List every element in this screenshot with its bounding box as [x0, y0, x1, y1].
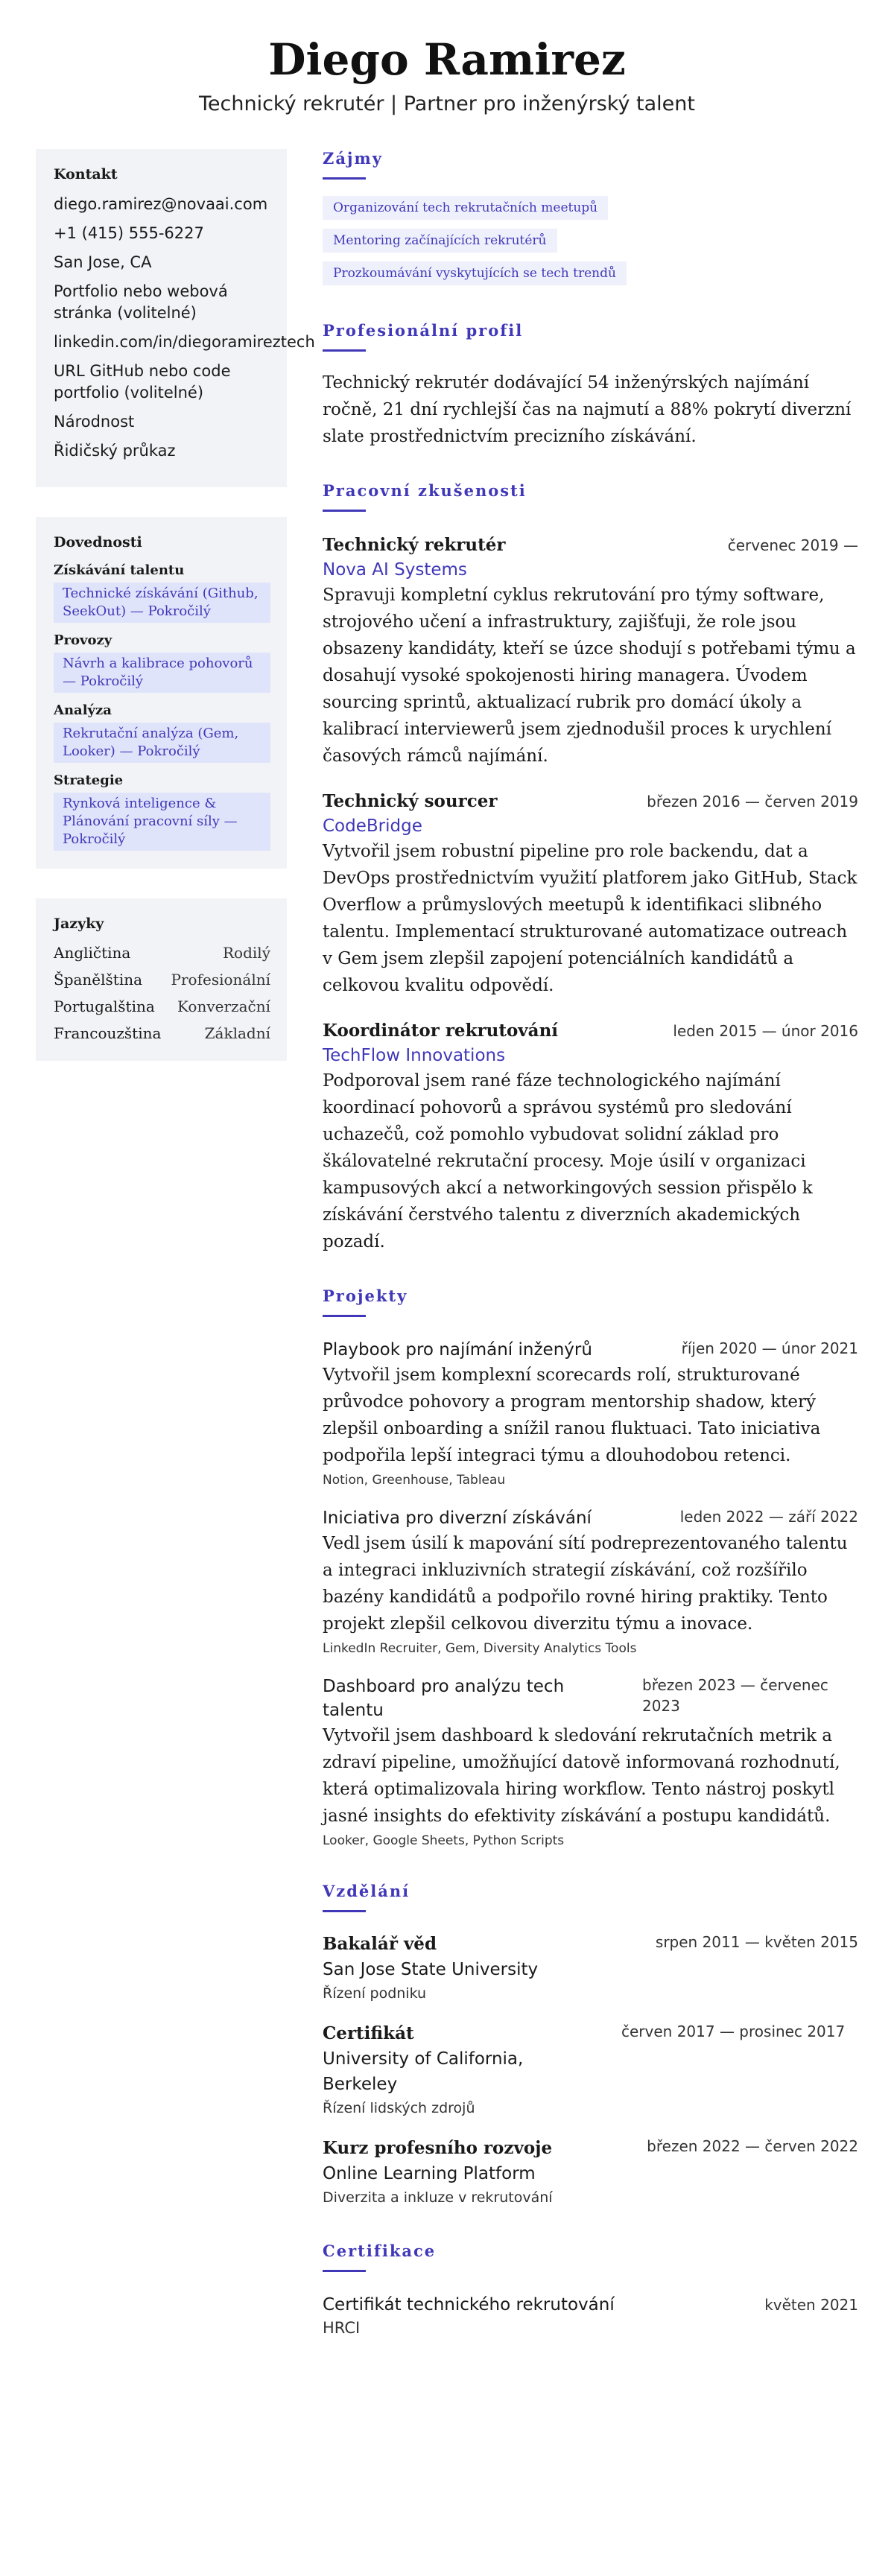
section-divider	[323, 2270, 366, 2272]
language-row	[54, 997, 270, 1016]
experience-entry	[323, 533, 858, 770]
project-tools: LinkedIn Recruiter, Gem, Diversity Analytics Tools	[323, 1641, 637, 1656]
resume-header	[0, 0, 894, 149]
language-level: Profesionální	[171, 971, 270, 989]
profile-section	[323, 321, 858, 450]
job-title: Technický sourcer	[323, 791, 498, 811]
section-divider	[323, 349, 366, 352]
education-institution: Online Learning Platform	[323, 2164, 536, 2183]
interests-title: Zájmy	[323, 149, 383, 168]
language-name: Francouzština	[54, 1024, 162, 1042]
education-institution: University of California, Berkeley	[323, 2049, 524, 2094]
interest-chip: Prozkoumávání vyskytujících se tech trendů	[323, 261, 627, 285]
project-title: Dashboard pro analýzu tech talentu	[323, 1677, 565, 1720]
project-entry	[323, 1675, 858, 1850]
job-company: TechFlow Innovations	[323, 1046, 506, 1065]
interest-chip: Mentoring začínajících rekrutérů	[323, 229, 557, 253]
skill-category: Analýza	[54, 702, 112, 718]
contact-location: San Jose, CA	[54, 253, 152, 271]
contact-title: Kontakt	[54, 166, 118, 183]
skill-chip: Návrh a kalibrace pohovorů — Pokročilý	[54, 653, 270, 693]
skills-title: Dovednosti	[54, 534, 142, 551]
certifications-title: Certifikace	[323, 2242, 437, 2260]
project-date: leden 2022 — září 2022	[679, 1508, 858, 1526]
candidate-name: Diego Ramirez	[268, 34, 626, 85]
project-description: Vytvořil jsem komplexní scorecards rolí, strukturované průvodce pohovory a program mentorship shadow, který zlepšil onboarding a snížil ranou fluktuaci. Tato iniciativa podpořila lepší integraci týmu a dlouhodobou retenci.	[323, 1365, 821, 1465]
education-date: červen 2017 — prosinec 2017	[621, 2023, 846, 2040]
contact-portfolio[interactable]: Portfolio nebo webová stránka (volitelné)	[54, 282, 228, 322]
language-name: Angličtina	[54, 944, 131, 962]
contact-phone[interactable]: +1 (415) 555-6227	[54, 224, 204, 242]
education-field: Řízení podniku	[323, 1985, 427, 2002]
language-level: Konverzační	[177, 997, 270, 1015]
education-field: Řízení lidských zdrojů	[323, 2100, 475, 2116]
skills-section	[36, 517, 287, 869]
skill-category: Strategie	[54, 773, 124, 788]
project-date: březen 2023 — červenec 2023	[642, 1676, 828, 1715]
interest-chip: Organizování tech rekrutačních meetupů	[323, 196, 608, 220]
projects-section	[323, 1287, 858, 1850]
experience-entry	[323, 1018, 858, 1255]
main-content	[323, 149, 858, 2339]
project-title: Iniciativa pro diverzní získávání	[323, 1509, 592, 1528]
certifications-section	[323, 2242, 858, 2339]
job-date: červenec 2019 —	[727, 536, 858, 554]
section-divider	[323, 1315, 366, 1317]
project-entry	[323, 1506, 858, 1658]
languages-section	[36, 898, 287, 1061]
education-entry	[323, 2136, 858, 2209]
skill-category: Získávání talentu	[54, 562, 185, 578]
education-field: Diverzita a inkluze v rekrutování	[323, 2189, 553, 2206]
certification-issuer: HRCI	[323, 2319, 361, 2337]
contact-email[interactable]: diego.ramirez@novaai.com	[54, 195, 268, 213]
language-row	[54, 943, 270, 962]
project-date: říjen 2020 — únor 2021	[681, 1339, 858, 1357]
contact-driving-license: Řidičský průkaz	[54, 442, 176, 460]
certification-entry	[323, 2293, 858, 2339]
sidebar	[36, 149, 315, 1091]
certification-date: květen 2021	[764, 2296, 858, 2314]
skill-chip: Rekrutační analýza (Gem, Looker) — Pokročilý	[54, 723, 270, 763]
education-degree: Bakalář věd	[323, 1934, 437, 1954]
skill-chip: Technické získávání (Github, SeekOut) — Pokročilý	[54, 583, 270, 623]
contact-nationality: Národnost	[54, 413, 135, 431]
job-date: březen 2016 — červen 2019	[647, 793, 858, 810]
education-date: březen 2022 — červen 2022	[647, 2137, 858, 2155]
project-entry	[323, 1338, 858, 1490]
skill-category: Provozy	[54, 632, 112, 648]
profile-title: Profesionální profil	[323, 321, 524, 340]
interests-section	[323, 149, 858, 285]
job-date: leden 2015 — únor 2016	[673, 1022, 858, 1040]
languages-title: Jazyky	[54, 916, 104, 932]
section-divider	[323, 510, 366, 512]
section-divider	[323, 177, 366, 180]
language-level: Základní	[204, 1024, 270, 1042]
experience-title: Pracovní zkušenosti	[323, 481, 527, 500]
job-company: CodeBridge	[323, 816, 422, 836]
project-description: Vedl jsem úsilí k mapování sítí podreprezentovaného talentu a integraci inkluzivních strategií získávání, což rozšířilo bazény kandidátů a podpořilo rovné hiring praktiky. Tento projekt zlepšil celkovou diverzitu týmu a inovace.	[323, 1534, 848, 1634]
education-entry	[323, 1932, 858, 2005]
experience-entry	[323, 789, 858, 999]
education-title: Vzdělání	[323, 1882, 410, 1900]
education-entry	[323, 2021, 858, 2119]
job-title: Koordinátor rekrutování	[323, 1021, 559, 1041]
education-date: srpen 2011 — květen 2015	[655, 1933, 858, 1951]
project-tools: Notion, Greenhouse, Tableau	[323, 1473, 506, 1488]
project-description: Vytvořil jsem dashboard k sledování rekrutačních metrik a zdraví pipeline, umožňující datově informovaná rozhodnutí, která optimalizovala hiring workflow. Tento nástroj poskytl jasné insights do efektivity získávání a postupu kandidátů.	[323, 1726, 840, 1826]
candidate-subtitle: Technický rekrutér | Partner pro inženýrský talent	[199, 92, 695, 115]
job-description: Spravuji kompletní cyklus rekrutování pro týmy software, strojového učení a infrastruktury, zajišťuji, že role jsou obsazeny kandidáty, kteří se úzce shodují s potřebami týmu a dosahují vysoké spokojenosti hiring managera. Úvodem sourcing sprintů, aktualizací rubrik pro domácí úkoly a kalibrací interviewerů jsem zjednodušil proces k urychlení časových rámců najímání.	[323, 586, 856, 766]
job-company: Nova AI Systems	[323, 560, 467, 580]
education-section	[323, 1882, 858, 2209]
job-description: Vytvořil jsem robustní pipeline pro role backendu, dat a DevOps prostřednictvím využití platforem jako GitHub, Stack Overflow a průmyslových meetupů k identifikaci slibného talentu. Implementací strukturované automatizace outreach v Gem jsem zlepšil zapojení potenciálních kandidátů a celkovou kvalitu odpovědí.	[323, 842, 857, 995]
contact-linkedin[interactable]: linkedin.com/in/diegoramireztech	[54, 333, 315, 351]
language-name: Španělština	[54, 971, 143, 989]
education-degree: Kurz profesního rozvoje	[323, 2138, 553, 2158]
certification-name: Certifikát technického rekrutování	[323, 2295, 615, 2315]
section-divider	[323, 1910, 366, 1912]
experience-section	[323, 481, 858, 1255]
education-institution: San Jose State University	[323, 1960, 539, 1979]
projects-title: Projekty	[323, 1287, 408, 1305]
language-row	[54, 970, 270, 989]
language-level: Rodilý	[223, 944, 270, 962]
skill-chip: Rynková inteligence & Plánování pracovní síly — Pokročilý	[54, 793, 270, 851]
education-degree: Certifikát	[323, 2023, 414, 2043]
job-title: Technický rekrutér	[323, 535, 506, 555]
contact-section	[36, 149, 315, 487]
job-description: Podporoval jsem rané fáze technologického najímání koordinací pohovorů a správou systémů pro sledování uchazečů, což pomohlo vybudovat solidní základ pro škálovatelné rekrutační procesy. Moje úsilí v organizaci kampusových akcí a networkingových session přispělo k získávání čerstvého talentu z diverzních akademických pozadí.	[323, 1071, 813, 1251]
language-name: Portugalština	[54, 997, 155, 1015]
project-title: Playbook pro najímání inženýrů	[323, 1340, 592, 1360]
contact-github[interactable]: URL GitHub nebo code portfolio (volitelné)	[54, 362, 231, 402]
project-tools: Looker, Google Sheets, Python Scripts	[323, 1833, 565, 1848]
profile-text: Technický rekrutér dodávající 54 inženýrských najímání ročně, 21 dní rychlejší čas na najmutí a 88% pokrytí diverzní slate prostřednictvím precizního získávání.	[323, 373, 852, 446]
language-row	[54, 1024, 270, 1043]
